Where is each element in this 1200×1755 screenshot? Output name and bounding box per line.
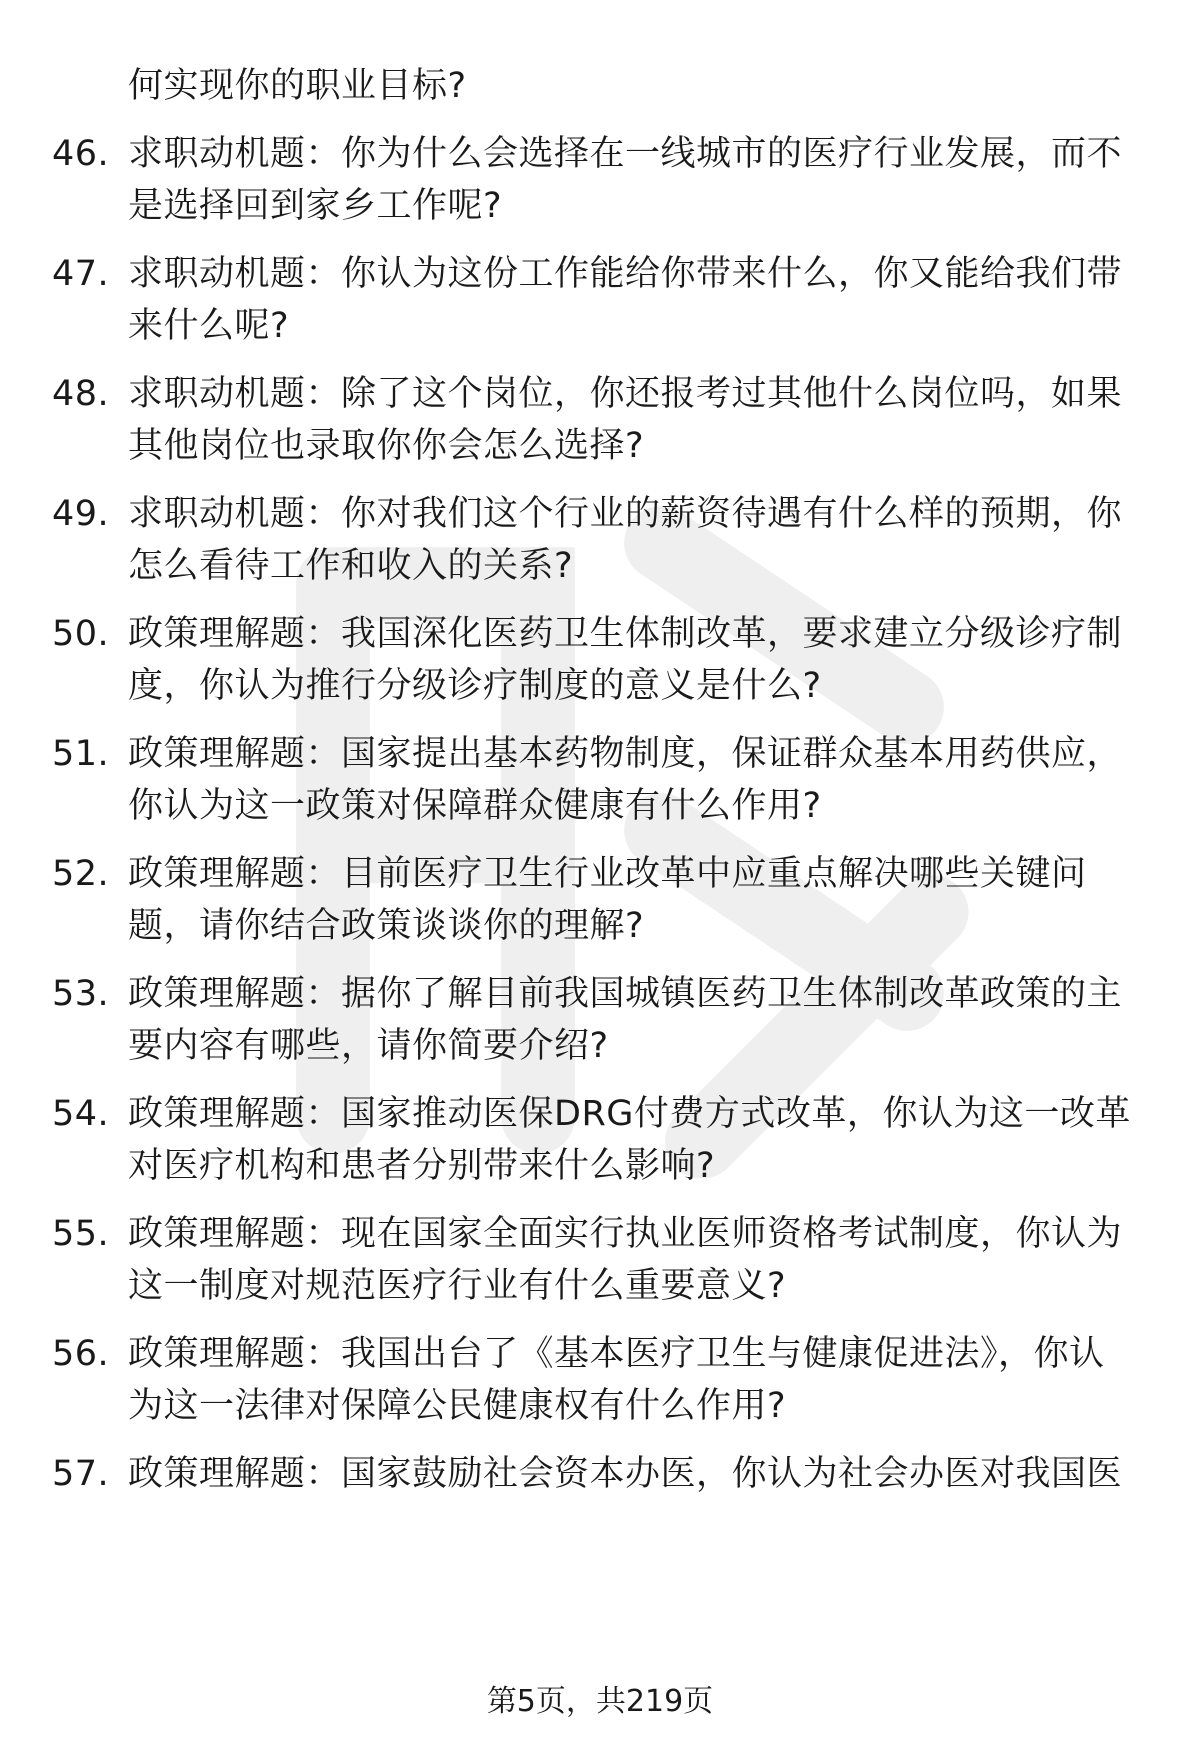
- question-item: [52, 728, 1142, 832]
- question-item: [52, 608, 1142, 712]
- question-text: 政策理解题：国家提出基本药物制度，保证群众基本用药供应，你认为这一政策对保障群众健康有什么作用?: [128, 734, 1123, 826]
- question-number: 57.: [52, 1454, 110, 1494]
- question-number: 54.: [52, 1094, 110, 1134]
- question-text: 政策理解题：目前医疗卫生行业改革中应重点解决哪些关键问题，请你结合政策谈谈你的理解?: [128, 854, 1087, 946]
- question-number: 48.: [52, 374, 110, 414]
- question-text: 政策理解题：现在国家全面实行执业医师资格考试制度，你认为这一制度对规范医疗行业有什么重要意义?: [128, 1214, 1123, 1306]
- question-text: 求职动机题：你认为这份工作能给你带来什么，你又能给我们带来什么呢?: [128, 254, 1123, 346]
- question-number: 56.: [52, 1334, 110, 1374]
- question-number: 49.: [52, 494, 110, 534]
- question-text: 政策理解题：国家推动医保DRG付费方式改革，你认为这一改革对医疗机构和患者分别带来什么影响?: [128, 1094, 1131, 1186]
- question-item: [52, 368, 1142, 472]
- question-text: 求职动机题：你为什么会选择在一线城市的医疗行业发展，而不是选择回到家乡工作呢?: [128, 134, 1123, 226]
- question-text: 政策理解题：我国出台了《基本医疗卫生与健康促进法》，你认为这一法律对保障公民健康权有什么作用?: [128, 1334, 1105, 1426]
- question-number: 46.: [52, 134, 110, 174]
- question-number: 51.: [52, 734, 110, 774]
- question-number: 52.: [52, 854, 110, 894]
- question-item: [52, 1088, 1142, 1192]
- question-item: [52, 128, 1142, 232]
- question-item: [52, 248, 1142, 352]
- question-text: 求职动机题：除了这个岗位，你还报考过其他什么岗位吗，如果其他岗位也录取你你会怎么选择?: [128, 374, 1123, 466]
- question-item: [52, 848, 1142, 952]
- question-text: 政策理解题：据你了解目前我国城镇医药卫生体制改革政策的主要内容有哪些，请你简要介绍?: [128, 974, 1123, 1066]
- question-item: [52, 1448, 1142, 1500]
- question-text: 求职动机题：你对我们这个行业的薪资待遇有什么样的预期，你怎么看待工作和收入的关系?: [128, 494, 1123, 586]
- question-item: [52, 488, 1142, 592]
- question-number: 55.: [52, 1214, 110, 1254]
- continuation-text: 何实现你的职业目标?: [128, 66, 467, 106]
- question-item: [52, 1328, 1142, 1432]
- question-number: 53.: [52, 974, 110, 1014]
- question-text: 政策理解题：我国深化医药卫生体制改革，要求建立分级诊疗制度，你认为推行分级诊疗制度的意义是什么?: [128, 614, 1123, 706]
- question-item: [52, 1208, 1142, 1312]
- question-number: 50.: [52, 614, 110, 654]
- question-text: 政策理解题：国家鼓励社会资本办医，你认为社会办医对我国医: [128, 1454, 1123, 1494]
- question-number: 47.: [52, 254, 110, 294]
- question-item: [52, 968, 1142, 1072]
- page-footer: 第5页，共219页: [486, 1684, 714, 1719]
